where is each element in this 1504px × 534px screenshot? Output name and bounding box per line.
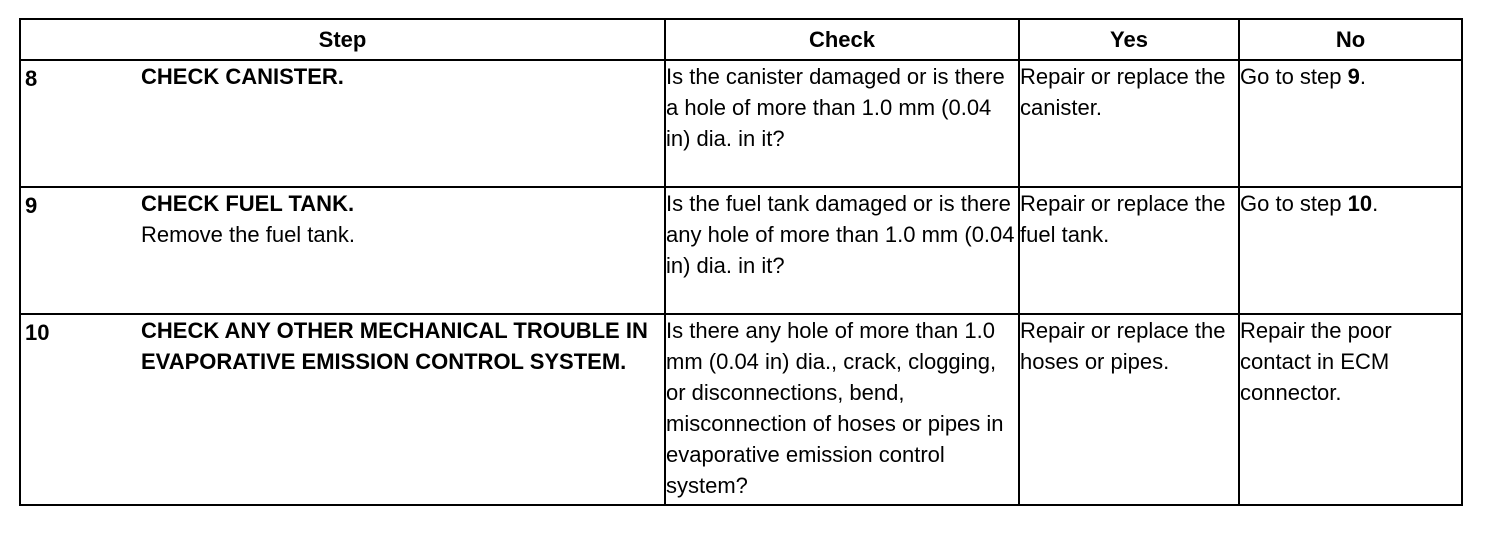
no-text: Go to step xyxy=(1240,191,1348,216)
check-cell: Is the fuel tank damaged or is there any hole of more than 1.0 mm (0.04 in) dia. in it? xyxy=(665,187,1019,314)
header-check: Check xyxy=(665,19,1019,60)
check-cell: Is there any hole of more than 1.0 mm (0.04 in) dia., crack, clogging, or disconnections, bend, misconnection of hoses or pipes in evaporative emission control system? xyxy=(665,314,1019,505)
step-title: CHECK CANISTER. xyxy=(141,64,344,89)
table-row-step-9 xyxy=(20,187,1462,314)
table-header-row xyxy=(20,19,1462,60)
table-row-step-10 xyxy=(20,314,1462,505)
diagnostic-table xyxy=(19,18,1463,506)
header-no: No xyxy=(1239,19,1462,60)
step-cell xyxy=(20,187,665,314)
no-step-ref: 10 xyxy=(1347,191,1373,216)
step-title: CHECK ANY OTHER MECHANICAL TROUBLE IN EVAPORATIVE EMISSION CONTROL SYSTEM. xyxy=(141,318,648,374)
yes-cell: Repair or replace the canister. xyxy=(1019,60,1239,187)
no-suffix: . xyxy=(1372,191,1379,216)
yes-cell: Repair or replace the fuel tank. xyxy=(1019,187,1239,314)
step-number: 8 xyxy=(25,66,38,91)
header-yes: Yes xyxy=(1019,19,1239,60)
no-step-ref: 9 xyxy=(1347,64,1360,89)
no-text: Go to step xyxy=(1240,64,1348,89)
table-row-step-8 xyxy=(20,60,1462,187)
no-cell xyxy=(1239,314,1462,505)
step-cell xyxy=(20,314,665,505)
no-text: Repair the poor contact in ECM connector. xyxy=(1240,318,1392,405)
step-cell xyxy=(20,60,665,187)
yes-cell: Repair or replace the hoses or pipes. xyxy=(1019,314,1239,505)
no-cell xyxy=(1239,60,1462,187)
step-title: CHECK FUEL TANK. xyxy=(141,191,355,216)
no-cell xyxy=(1239,187,1462,314)
step-number: 10 xyxy=(25,320,50,345)
no-suffix: . xyxy=(1359,64,1366,89)
step-number: 9 xyxy=(25,193,38,218)
check-cell: Is the canister damaged or is there a hole of more than 1.0 mm (0.04 in) dia. in it? xyxy=(665,60,1019,187)
header-step: Step xyxy=(20,19,665,60)
step-instruction: Remove the fuel tank. xyxy=(141,222,356,247)
